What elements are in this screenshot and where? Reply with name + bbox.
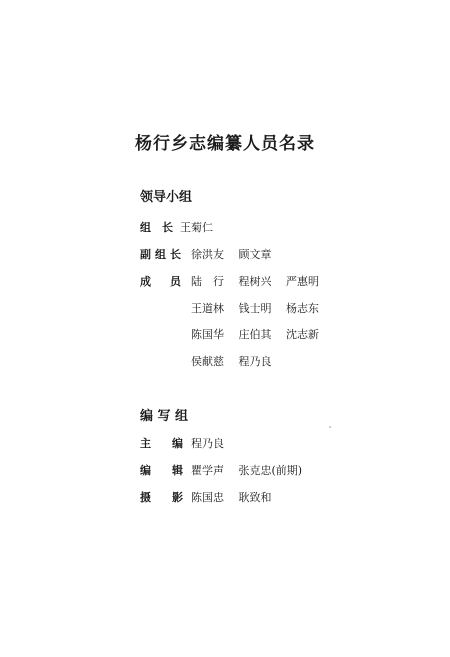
- role-char: 编: [172, 437, 183, 450]
- scan-speck: [329, 426, 331, 428]
- person-name: 陈国华: [191, 328, 224, 341]
- role-char: 员: [170, 275, 181, 288]
- names-list: [191, 489, 283, 507]
- person-name: 严惠明: [286, 275, 319, 288]
- person-name: 徐洪友: [191, 248, 224, 261]
- role-char: 成: [140, 275, 151, 288]
- names-list: [191, 246, 283, 264]
- role-char: 组: [155, 248, 166, 261]
- names-list: [191, 462, 313, 480]
- section-heading-leadership: 领导小组: [140, 190, 193, 205]
- person-name: 庄伯其: [238, 328, 272, 341]
- role-char: 长: [170, 248, 181, 261]
- names-list: [191, 273, 330, 291]
- person-name: 钱士明: [238, 302, 272, 315]
- person-name: 侯献慈: [191, 355, 224, 368]
- person-name: 瞿学声: [191, 464, 224, 477]
- role-char: 组: [140, 221, 151, 234]
- role-char: 主: [140, 437, 151, 450]
- person-name: 王菊仁: [180, 221, 213, 234]
- role-char: 辑: [172, 464, 183, 477]
- role-char: 影: [172, 491, 183, 504]
- names-list: [191, 300, 330, 318]
- person-name: 张克忠(前期): [238, 464, 303, 477]
- person-name: 程乃良: [238, 355, 272, 368]
- person-name: 杨志东: [286, 302, 319, 315]
- names-list: [191, 435, 235, 453]
- person-name: 耿致和: [238, 491, 272, 504]
- person-name: 沈志新: [286, 328, 319, 341]
- person-name: 程树兴: [238, 275, 272, 288]
- names-list: [180, 219, 224, 237]
- names-list: [191, 353, 283, 371]
- person-name: 陈国忠: [191, 491, 224, 504]
- person-name: 王道林: [191, 302, 224, 315]
- section-heading-editorial: 编 写 组: [140, 409, 189, 424]
- role-char: 长: [162, 221, 173, 234]
- person-name: 程乃良: [191, 437, 224, 450]
- names-list: [191, 326, 330, 344]
- role-char: 副: [140, 248, 151, 261]
- role-char: 编: [140, 464, 151, 477]
- role-char: 摄: [140, 491, 151, 504]
- person-name: 顾文章: [238, 248, 272, 261]
- page-title: 杨行乡志编纂人员名录: [135, 134, 315, 154]
- person-name: 陆 行: [191, 275, 224, 288]
